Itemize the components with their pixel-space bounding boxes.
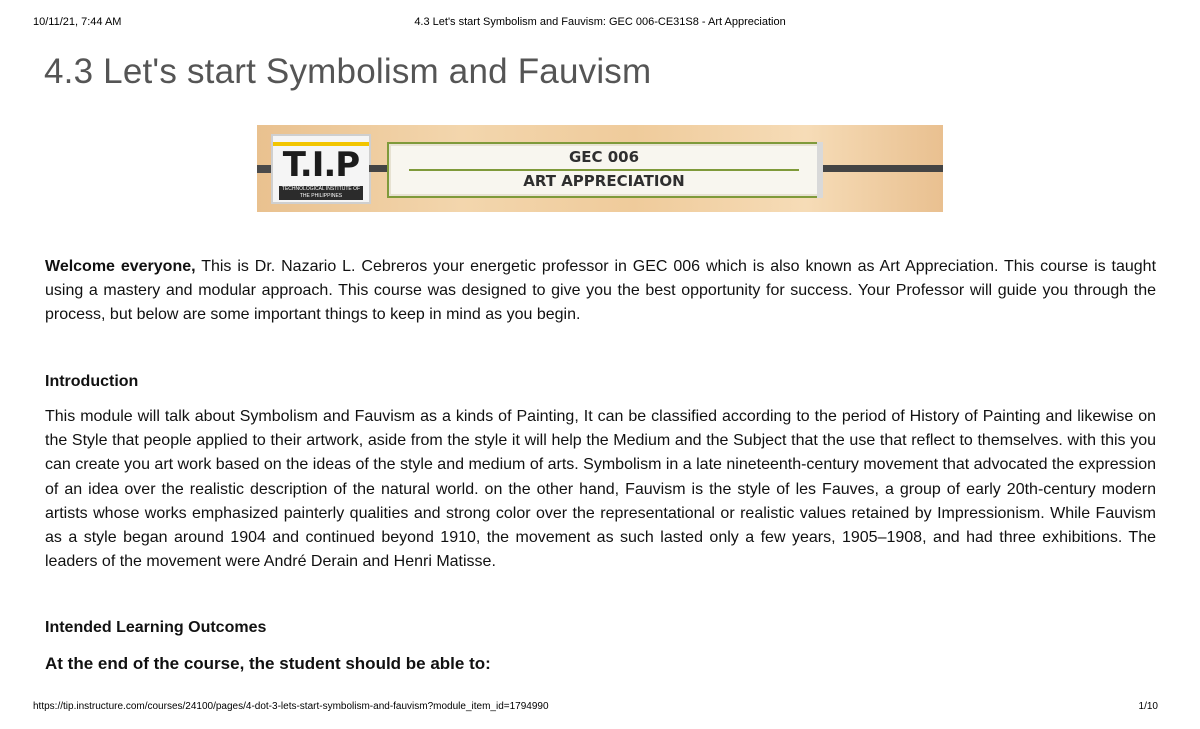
welcome-text: This is Dr. Nazario L. Cebreros your energetic professor in GEC 006 which is also known as Art Appreciation. This course is taught using a mastery and modular approach. This course was designed to give you the best opportunity for success. Your Professor will guide you through the process, but below are some important things to keep in mind as you begin. <box>45 258 1157 324</box>
banner-connector-right <box>823 165 943 172</box>
logo-subtext: TECHNOLOGICAL INSTITUTE OF THE PHILIPPINES <box>279 186 363 200</box>
footer-url: https://tip.instructure.com/courses/24100/pages/4-dot-3-lets-start-symbolism-and-fauvism?module_item_id=1794990 <box>33 701 549 712</box>
outcomes-heading: Intended Learning Outcomes <box>45 619 267 636</box>
introduction-paragraph: This module will talk about Symbolism and Fauvism as a kinds of Painting, It can be classified according to the period of History of Painting and likewise on the Style that people applied to their artwork, aside from the style it will help the Medium and the Subject that the use that reflect to themselves. with this you can create you art work based on the ideas of the style and medium of arts. Symbolism in a late nineteenth-century movement that advocated the expression of an idea over the realistic description of the natural world. on the other hand, Fauvism is the style of les Fauves, a group of early 20th-century modern artists whose works emphasized painterly qualities and strong color over the representational or realistic values retained by Impressionism. While Fauvism as a style began around 1904 and continued beyond 1910, the movement as such lasted only a few years, 1905–1908, and had three exhibitions. The leaders of the movement were André Derain and Henri Matisse. <box>45 408 1156 571</box>
course-plaque <box>387 142 821 198</box>
logo-text: T.I.P <box>282 145 360 185</box>
page-title: 4.3 Let's start Symbolism and Fauvism <box>44 52 652 91</box>
tip-logo <box>271 134 371 204</box>
print-document-title: 4.3 Let's start Symbolism and Fauvism: GEC 006-CE31S8 - Art Appreciation <box>414 16 786 28</box>
welcome-paragraph <box>45 255 1156 328</box>
introduction-heading: Introduction <box>45 373 139 390</box>
plaque-divider <box>409 169 799 171</box>
welcome-lead: Welcome everyone, <box>45 258 196 275</box>
course-banner <box>257 125 943 212</box>
banner-connector-left <box>369 165 387 172</box>
course-code: GEC 006 <box>568 148 640 166</box>
course-name: ART APPRECIATION <box>523 172 685 190</box>
print-date: 10/11/21, 7:44 AM <box>33 16 122 28</box>
outcomes-subheading: At the end of the course, the student should be able to: <box>45 654 491 673</box>
footer-page-number: 1/10 <box>1138 701 1158 712</box>
